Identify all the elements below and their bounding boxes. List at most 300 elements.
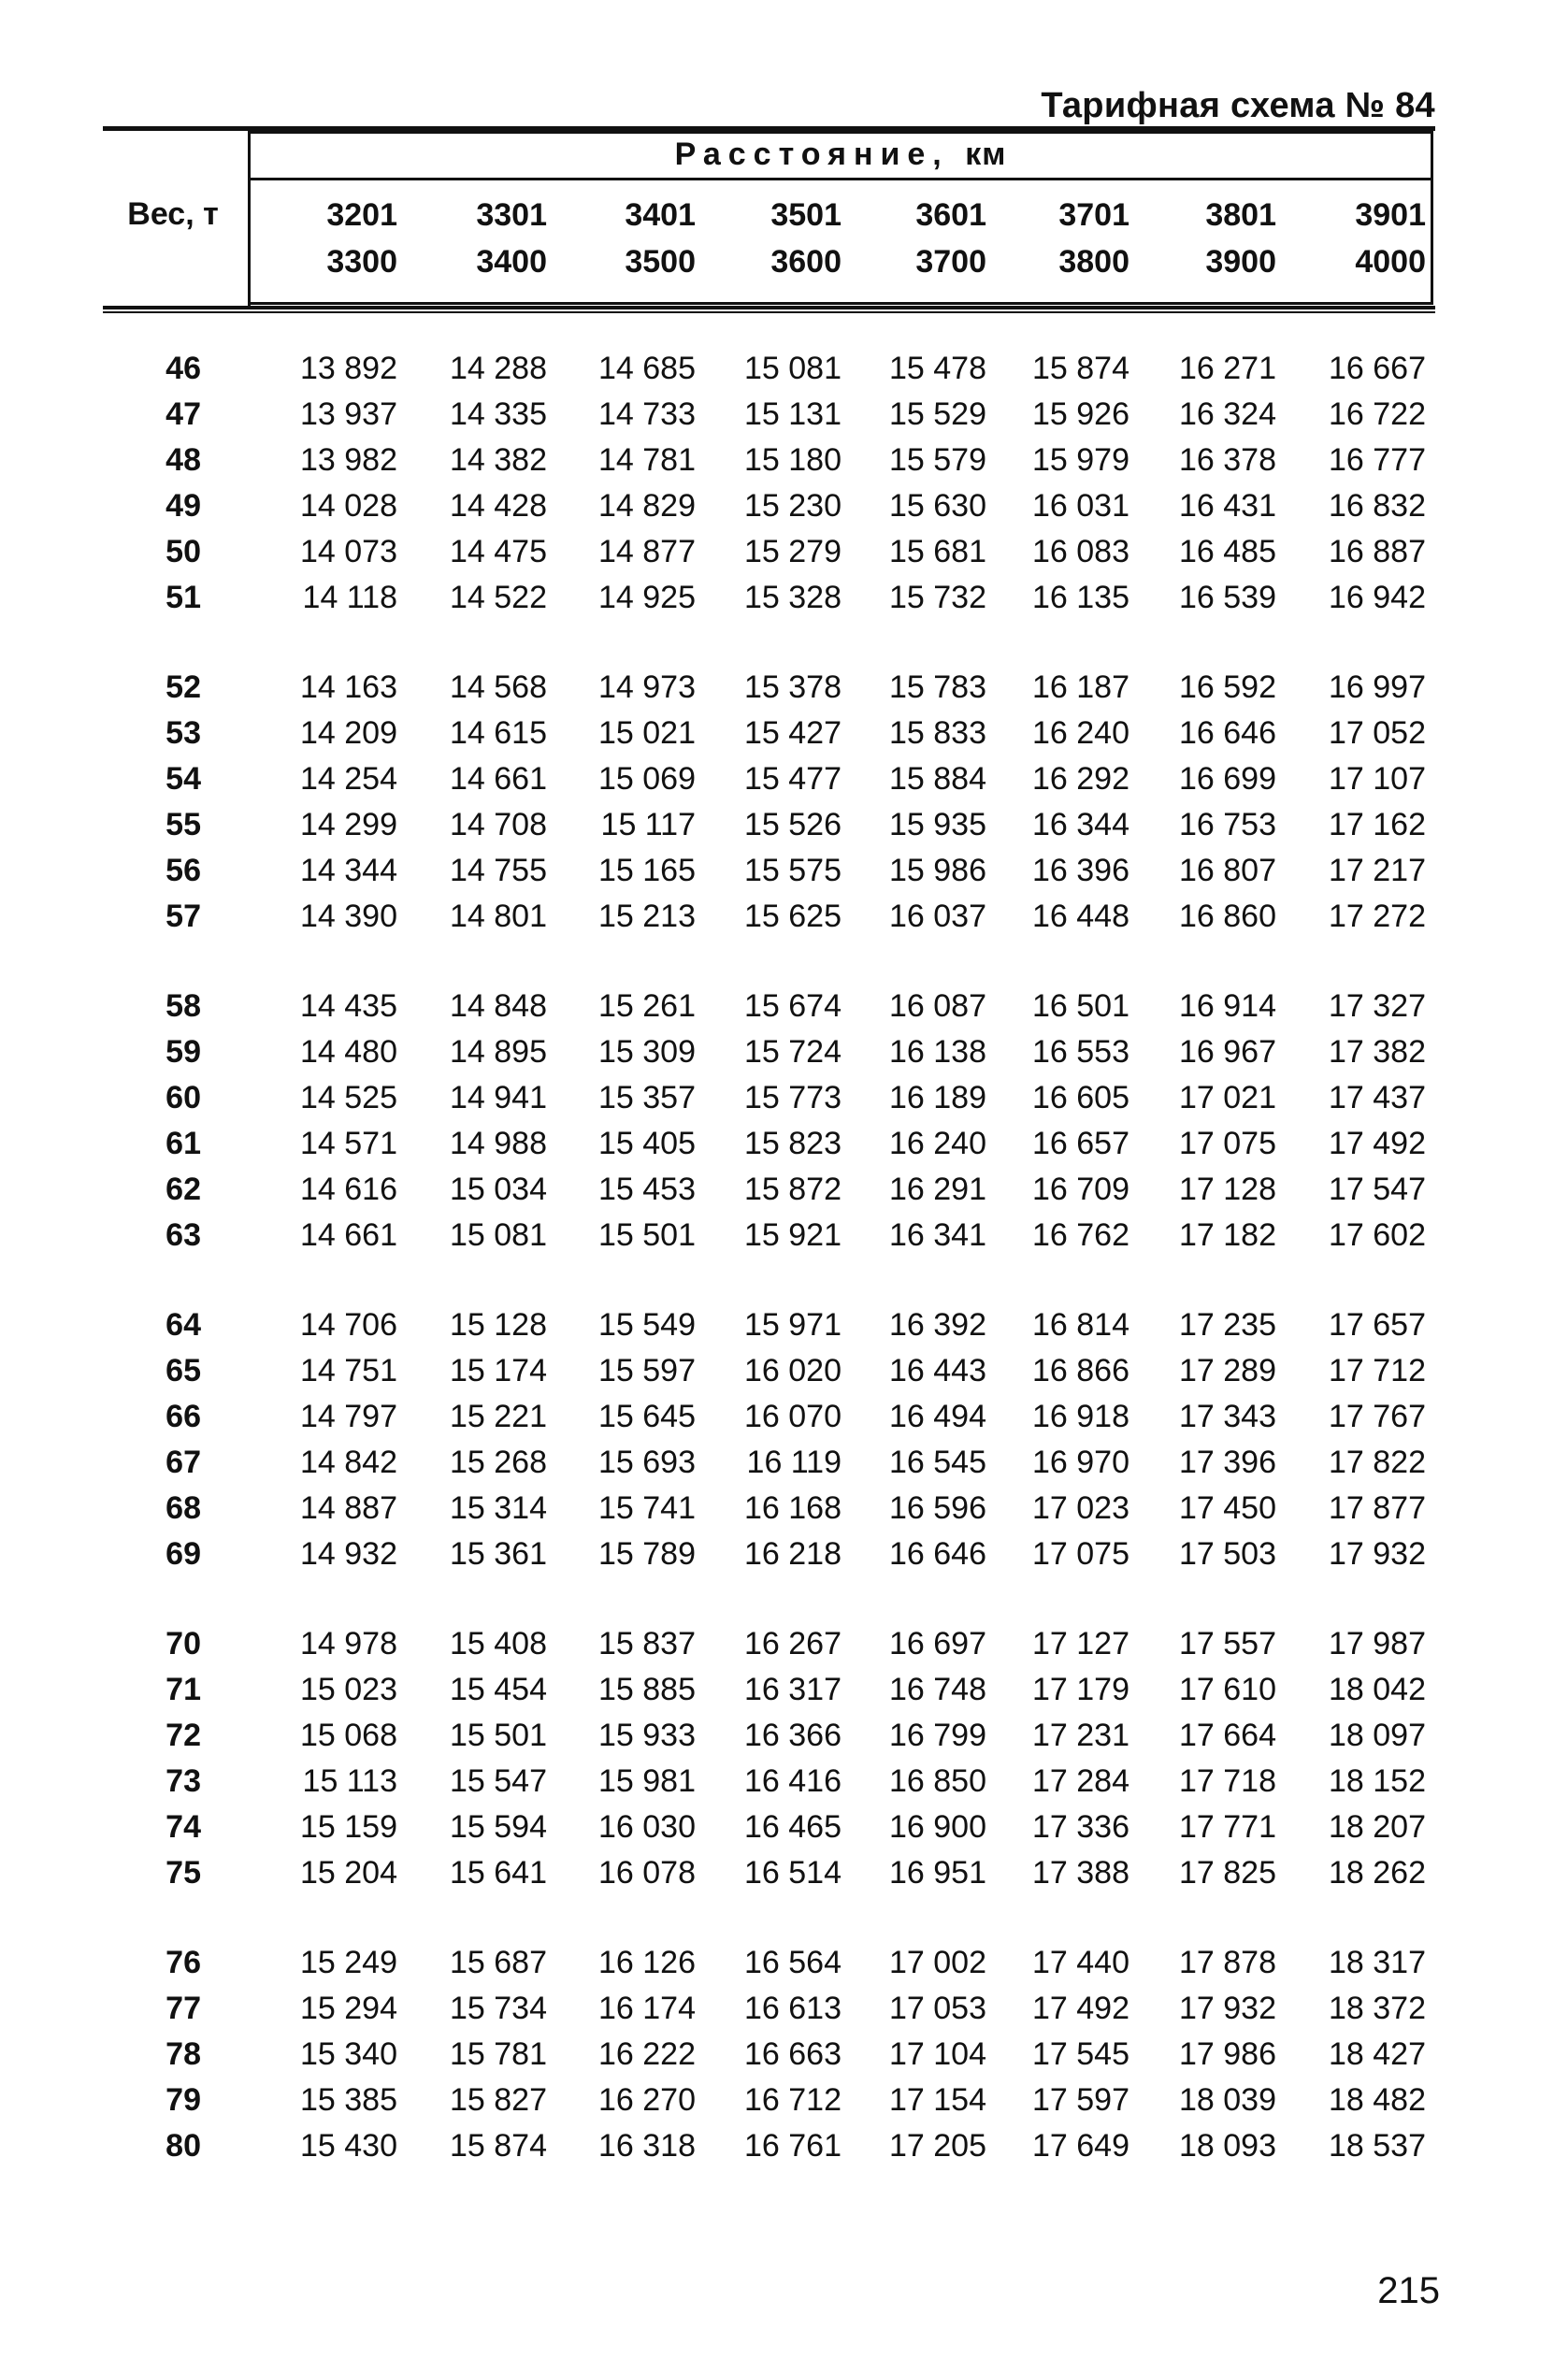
tariff-cell: 16 031 [1032, 488, 1129, 524]
tariff-cell: 15 378 [744, 669, 842, 705]
tariff-cell: 18 152 [1329, 1763, 1426, 1799]
tariff-cell: 14 661 [300, 1217, 397, 1253]
weight-cell: 80 [165, 2128, 201, 2164]
weight-cell: 74 [165, 1809, 201, 1845]
weight-cell: 55 [165, 807, 201, 842]
tariff-cell: 15 625 [744, 899, 842, 934]
tariff-cell: 14 751 [300, 1353, 397, 1388]
tariff-cell: 16 712 [744, 2082, 842, 2118]
tariff-cell: 15 113 [302, 1763, 397, 1799]
tariff-cell: 15 594 [450, 1809, 547, 1845]
range-from: 3601 [915, 197, 986, 233]
tariff-cell: 18 537 [1329, 2128, 1426, 2164]
tariff-cell: 15 230 [744, 488, 842, 524]
range-to: 3900 [1205, 244, 1276, 280]
tariff-cell: 17 437 [1329, 1080, 1426, 1115]
tariff-cell: 18 262 [1329, 1855, 1426, 1891]
weight-cell: 68 [165, 1490, 201, 1526]
tariff-cell: 14 797 [300, 1399, 397, 1434]
range-from: 3501 [770, 197, 842, 233]
tariff-cell: 16 697 [889, 1626, 986, 1661]
distance-header-label [251, 131, 1431, 178]
tariff-cell: 15 986 [889, 853, 986, 888]
tariff-cell: 17 986 [1179, 2036, 1276, 2072]
tariff-cell: 16 270 [598, 2082, 696, 2118]
tariff-cell: 15 427 [744, 715, 842, 751]
tariff-cell: 15 732 [889, 580, 986, 615]
tariff-cell: 17 128 [1179, 1172, 1276, 1207]
weight-cell: 48 [165, 442, 201, 478]
weight-cell: 76 [165, 1945, 201, 1980]
tariff-cell: 16 189 [889, 1080, 986, 1115]
tariff-cell: 16 317 [744, 1672, 842, 1707]
range-from: 3801 [1205, 197, 1276, 233]
tariff-cell: 17 503 [1179, 1536, 1276, 1572]
tariff-cell: 17 217 [1329, 853, 1426, 888]
tariff-cell: 16 318 [598, 2128, 696, 2164]
tariff-cell: 16 291 [889, 1172, 986, 1207]
tariff-cell: 16 887 [1329, 534, 1426, 569]
tariff-cell: 17 162 [1329, 807, 1426, 842]
tariff-cell: 13 937 [300, 396, 397, 432]
tariff-cell: 17 822 [1329, 1445, 1426, 1480]
tariff-cell: 18 042 [1329, 1672, 1426, 1707]
tariff-cell: 16 646 [1179, 715, 1276, 751]
tariff-cell: 15 159 [300, 1809, 397, 1845]
tariff-cell: 16 592 [1179, 669, 1276, 705]
tariff-cell: 17 336 [1032, 1809, 1129, 1845]
tariff-cell: 16 942 [1329, 580, 1426, 615]
tariff-cell: 16 344 [1032, 807, 1129, 842]
tariff-cell: 15 501 [450, 1718, 547, 1753]
tariff-cell: 15 249 [300, 1945, 397, 1980]
tariff-cell: 15 783 [889, 669, 986, 705]
tariff-cell: 15 430 [300, 2128, 397, 2164]
tariff-cell: 14 801 [450, 899, 547, 934]
tariff-cell: 18 482 [1329, 2082, 1426, 2118]
tariff-cell: 15 874 [450, 2128, 547, 2164]
tariff-cell: 16 667 [1329, 351, 1426, 386]
weight-cell: 64 [165, 1307, 201, 1343]
tariff-cell: 15 117 [600, 807, 696, 842]
tariff-cell: 16 341 [889, 1217, 986, 1253]
tariff-cell: 16 799 [889, 1718, 986, 1753]
tariff-cell: 15 294 [300, 1991, 397, 2026]
tariff-cell: 16 138 [889, 1034, 986, 1070]
weight-cell: 78 [165, 2036, 201, 2072]
weight-cell: 60 [165, 1080, 201, 1115]
tariff-cell: 15 408 [450, 1626, 547, 1661]
tariff-cell: 17 602 [1329, 1217, 1426, 1253]
tariff-cell: 14 118 [302, 580, 397, 615]
tariff-cell: 14 708 [450, 807, 547, 842]
tariff-cell: 17 492 [1032, 1991, 1129, 2026]
page-number: 215 [1377, 2270, 1440, 2311]
tariff-cell: 17 075 [1179, 1126, 1276, 1161]
tariff-cell: 17 712 [1329, 1353, 1426, 1388]
tariff-cell: 16 967 [1179, 1034, 1276, 1070]
tariff-cell: 15 131 [744, 396, 842, 432]
tariff-cell: 15 309 [598, 1034, 696, 1070]
tariff-cell: 17 179 [1032, 1672, 1129, 1707]
tariff-cell: 14 988 [450, 1126, 547, 1161]
tariff-cell: 14 978 [300, 1626, 397, 1661]
tariff-cell: 16 271 [1179, 351, 1276, 386]
tariff-cell: 16 187 [1032, 669, 1129, 705]
weight-cell: 79 [165, 2082, 201, 2118]
tariff-cell: 15 549 [598, 1307, 696, 1343]
tariff-cell: 16 416 [744, 1763, 842, 1799]
tariff-cell: 17 107 [1329, 761, 1426, 797]
tariff-cell: 15 453 [598, 1172, 696, 1207]
tariff-cell: 15 981 [598, 1763, 696, 1799]
tariff-cell: 16 240 [889, 1126, 986, 1161]
tariff-cell: 17 657 [1329, 1307, 1426, 1343]
tariff-cell: 16 663 [744, 2036, 842, 2072]
tariff-cell: 17 718 [1179, 1763, 1276, 1799]
weight-cell: 61 [165, 1126, 201, 1161]
tariff-cell: 16 240 [1032, 715, 1129, 751]
tariff-cell: 16 083 [1032, 534, 1129, 569]
tariff-cell: 16 761 [744, 2128, 842, 2164]
tariff-cell: 16 366 [744, 1718, 842, 1753]
weight-cell: 54 [165, 761, 201, 797]
tariff-cell: 18 207 [1329, 1809, 1426, 1845]
weight-cell: 73 [165, 1763, 201, 1799]
tariff-cell: 17 075 [1032, 1536, 1129, 1572]
tariff-cell: 16 465 [744, 1809, 842, 1845]
tariff-cell: 14 568 [450, 669, 547, 705]
tariff-cell: 16 613 [744, 1991, 842, 2026]
tariff-cell: 18 427 [1329, 2036, 1426, 2072]
tariff-cell: 16 030 [598, 1809, 696, 1845]
range-to: 3600 [770, 244, 842, 280]
weight-cell: 59 [165, 1034, 201, 1070]
tariff-cell: 15 926 [1032, 396, 1129, 432]
tariff-cell: 16 218 [744, 1536, 842, 1572]
tariff-cell: 16 324 [1179, 396, 1276, 432]
weight-cell: 46 [165, 351, 201, 386]
tariff-cell: 16 494 [889, 1399, 986, 1434]
tariff-cell: 16 970 [1032, 1445, 1129, 1480]
tariff-cell: 15 180 [744, 442, 842, 478]
tariff-cell: 14 390 [300, 899, 397, 934]
tariff-cell: 16 539 [1179, 580, 1276, 615]
tariff-cell: 15 547 [450, 1763, 547, 1799]
tariff-cell: 16 443 [889, 1353, 986, 1388]
tariff-cell: 15 575 [744, 853, 842, 888]
tariff-cell: 14 848 [450, 988, 547, 1024]
tariff-cell: 14 842 [300, 1445, 397, 1480]
tariff-cell: 14 932 [300, 1536, 397, 1572]
tariff-cell: 16 850 [889, 1763, 986, 1799]
tariff-cell: 15 837 [598, 1626, 696, 1661]
tariff-cell: 17 154 [889, 2082, 986, 2118]
tariff-cell: 15 081 [450, 1217, 547, 1253]
tariff-cell: 17 382 [1329, 1034, 1426, 1070]
tariff-cell: 13 892 [300, 351, 397, 386]
tariff-cell: 14 428 [450, 488, 547, 524]
weight-column-header: Вес, т [127, 196, 219, 232]
tariff-cell: 15 261 [598, 988, 696, 1024]
tariff-cell: 15 268 [450, 1445, 547, 1480]
tariff-cell: 18 097 [1329, 1718, 1426, 1753]
tariff-cell: 14 615 [450, 715, 547, 751]
tariff-cell: 14 522 [450, 580, 547, 615]
tariff-cell: 15 204 [300, 1855, 397, 1891]
scheme-title: Тарифная схема № 84 [1041, 86, 1435, 125]
tariff-cell: 16 866 [1032, 1353, 1129, 1388]
tariff-cell: 16 699 [1179, 761, 1276, 797]
tariff-cell: 14 755 [450, 853, 547, 888]
weight-cell: 71 [165, 1672, 201, 1707]
tariff-cell: 18 317 [1329, 1945, 1426, 1980]
tariff-cell: 16 037 [889, 899, 986, 934]
tariff-cell: 16 222 [598, 2036, 696, 2072]
tariff-cell: 17 023 [1032, 1490, 1129, 1526]
tariff-cell: 15 789 [598, 1536, 696, 1572]
tariff-cell: 14 733 [598, 396, 696, 432]
tariff-cell: 15 526 [744, 807, 842, 842]
tariff-cell: 17 547 [1329, 1172, 1426, 1207]
tariff-cell: 15 279 [744, 534, 842, 569]
tariff-cell: 14 475 [450, 534, 547, 569]
tariff-cell: 15 979 [1032, 442, 1129, 478]
tariff-cell: 14 335 [450, 396, 547, 432]
tariff-cell: 16 900 [889, 1809, 986, 1845]
tariff-cell: 17 205 [889, 2128, 986, 2164]
tariff-cell: 16 070 [744, 1399, 842, 1434]
tariff-cell: 15 687 [450, 1945, 547, 1980]
tariff-cell: 14 209 [300, 715, 397, 751]
tariff-cell: 16 722 [1329, 396, 1426, 432]
weight-cell: 69 [165, 1536, 201, 1572]
distance-label-text: Расстояние, [674, 137, 949, 172]
weight-cell: 52 [165, 669, 201, 705]
tariff-cell: 16 709 [1032, 1172, 1129, 1207]
tariff-cell: 14 616 [300, 1172, 397, 1207]
tariff-cell: 17 767 [1329, 1399, 1426, 1434]
tariff-cell: 15 069 [598, 761, 696, 797]
weight-cell: 62 [165, 1172, 201, 1207]
tariff-cell: 17 597 [1032, 2082, 1129, 2118]
tariff-cell: 14 344 [300, 853, 397, 888]
tariff-cell: 17 272 [1329, 899, 1426, 934]
tariff-cell: 16 997 [1329, 669, 1426, 705]
tariff-cell: 17 289 [1179, 1353, 1276, 1388]
tariff-cell: 16 646 [889, 1536, 986, 1572]
tariff-cell: 17 021 [1179, 1080, 1276, 1115]
tariff-cell: 15 921 [744, 1217, 842, 1253]
weight-cell: 56 [165, 853, 201, 888]
tariff-cell: 15 477 [744, 761, 842, 797]
weight-cell: 70 [165, 1626, 201, 1661]
tariff-cell: 16 832 [1329, 488, 1426, 524]
weight-cell: 47 [165, 396, 201, 432]
tariff-cell: 17 182 [1179, 1217, 1276, 1253]
tariff-cell: 14 877 [598, 534, 696, 569]
tariff-cell: 15 385 [300, 2082, 397, 2118]
range-from: 3401 [625, 197, 696, 233]
tariff-cell: 17 771 [1179, 1809, 1276, 1845]
tariff-cell: 16 431 [1179, 488, 1276, 524]
weight-cell: 63 [165, 1217, 201, 1253]
tariff-cell: 15 034 [450, 1172, 547, 1207]
tariff-cell: 16 860 [1179, 899, 1276, 934]
tariff-cell: 17 440 [1032, 1945, 1129, 1980]
tariff-cell: 14 829 [598, 488, 696, 524]
tariff-cell: 15 213 [598, 899, 696, 934]
tariff-cell: 17 610 [1179, 1672, 1276, 1707]
weight-cell: 57 [165, 899, 201, 934]
range-to: 3300 [326, 244, 397, 280]
tariff-cell: 16 396 [1032, 853, 1129, 888]
tariff-cell: 16 126 [598, 1945, 696, 1980]
tariff-cell: 15 357 [598, 1080, 696, 1115]
tariff-cell: 15 773 [744, 1080, 842, 1115]
tariff-cell: 15 068 [300, 1718, 397, 1753]
tariff-cell: 16 087 [889, 988, 986, 1024]
tariff-cell: 17 053 [889, 1991, 986, 2026]
tariff-cell: 16 553 [1032, 1034, 1129, 1070]
weight-cell: 77 [165, 1991, 201, 2026]
tariff-cell: 17 557 [1179, 1626, 1276, 1661]
tariff-cell: 15 340 [300, 2036, 397, 2072]
tariff-cell: 14 073 [300, 534, 397, 569]
tariff-cell: 15 454 [450, 1672, 547, 1707]
tariff-cell: 14 299 [300, 807, 397, 842]
tariff-cell: 18 039 [1179, 2082, 1276, 2118]
tariff-cell: 15 833 [889, 715, 986, 751]
tariff-cell: 14 895 [450, 1034, 547, 1070]
tariff-cell: 16 135 [1032, 580, 1129, 615]
tariff-cell: 17 104 [889, 2036, 986, 2072]
tariff-cell: 17 052 [1329, 715, 1426, 751]
tariff-cell: 15 872 [744, 1172, 842, 1207]
tariff-cell: 15 597 [598, 1353, 696, 1388]
tariff-cell: 17 388 [1032, 1855, 1129, 1891]
tariff-cell: 15 328 [744, 580, 842, 615]
tariff-cell: 14 288 [450, 351, 547, 386]
weight-cell: 51 [165, 580, 201, 615]
tariff-cell: 15 529 [889, 396, 986, 432]
tariff-cell: 15 478 [889, 351, 986, 386]
tariff-cell: 17 492 [1329, 1126, 1426, 1161]
weight-cell: 67 [165, 1445, 201, 1480]
tariff-cell: 15 885 [598, 1672, 696, 1707]
tariff-cell: 15 128 [450, 1307, 547, 1343]
tariff-cell: 16 168 [744, 1490, 842, 1526]
tariff-cell: 17 127 [1032, 1626, 1129, 1661]
tariff-cell: 15 693 [598, 1445, 696, 1480]
tariff-cell: 14 028 [300, 488, 397, 524]
weight-cell: 72 [165, 1718, 201, 1753]
tariff-cell: 16 267 [744, 1626, 842, 1661]
weight-cell: 66 [165, 1399, 201, 1434]
tariff-cell: 14 706 [300, 1307, 397, 1343]
tariff-cell: 15 021 [598, 715, 696, 751]
tariff-cell: 15 501 [598, 1217, 696, 1253]
tariff-cell: 18 093 [1179, 2128, 1276, 2164]
tariff-cell: 15 884 [889, 761, 986, 797]
tariff-cell: 15 971 [744, 1307, 842, 1343]
range-from: 3901 [1355, 197, 1426, 233]
tariff-cell: 16 078 [598, 1855, 696, 1891]
tariff-cell: 16 119 [746, 1445, 842, 1480]
distance-unit: км [965, 137, 1007, 172]
tariff-cell: 17 664 [1179, 1718, 1276, 1753]
range-to: 3400 [476, 244, 547, 280]
tariff-cell: 17 235 [1179, 1307, 1276, 1343]
weight-cell: 50 [165, 534, 201, 569]
tariff-cell: 15 361 [450, 1536, 547, 1572]
tariff-cell: 13 982 [300, 442, 397, 478]
tariff-cell: 16 918 [1032, 1399, 1129, 1434]
tariff-cell: 17 450 [1179, 1490, 1276, 1526]
range-from: 3301 [476, 197, 547, 233]
tariff-cell: 16 545 [889, 1445, 986, 1480]
range-to: 4000 [1355, 244, 1426, 280]
tariff-cell: 16 392 [889, 1307, 986, 1343]
tariff-cell: 17 343 [1179, 1399, 1276, 1434]
tariff-cell: 16 814 [1032, 1307, 1129, 1343]
tariff-cell: 14 925 [598, 580, 696, 615]
tariff-cell: 17 649 [1032, 2128, 1129, 2164]
tariff-cell: 17 878 [1179, 1945, 1276, 1980]
range-to: 3700 [915, 244, 986, 280]
header-bottom-rule-thin [103, 311, 1435, 313]
tariff-cell: 15 641 [450, 1855, 547, 1891]
tariff-cell: 16 777 [1329, 442, 1426, 478]
weight-cell: 65 [165, 1353, 201, 1388]
tariff-cell: 15 734 [450, 1991, 547, 2026]
weight-cell: 75 [165, 1855, 201, 1891]
tariff-cell: 15 781 [450, 2036, 547, 2072]
tariff-cell: 16 748 [889, 1672, 986, 1707]
tariff-cell: 15 405 [598, 1126, 696, 1161]
range-from: 3701 [1058, 197, 1129, 233]
tariff-cell: 16 448 [1032, 899, 1129, 934]
tariff-cell: 16 596 [889, 1490, 986, 1526]
tariff-cell: 16 951 [889, 1855, 986, 1891]
tariff-cell: 15 933 [598, 1718, 696, 1753]
tariff-cell: 15 023 [300, 1672, 397, 1707]
weight-cell: 58 [165, 988, 201, 1024]
tariff-cell: 14 382 [450, 442, 547, 478]
tariff-cell: 16 501 [1032, 988, 1129, 1024]
tariff-cell: 15 630 [889, 488, 986, 524]
tariff-cell: 17 932 [1329, 1536, 1426, 1572]
tariff-cell: 16 762 [1032, 1217, 1129, 1253]
tariff-cell: 14 661 [450, 761, 547, 797]
tariff-cell: 14 571 [300, 1126, 397, 1161]
tariff-cell: 17 877 [1329, 1490, 1426, 1526]
tariff-cell: 17 825 [1179, 1855, 1276, 1891]
tariff-cell: 15 081 [744, 351, 842, 386]
tariff-cell: 14 781 [598, 442, 696, 478]
tariff-cell: 15 174 [450, 1353, 547, 1388]
weight-cell: 53 [165, 715, 201, 751]
tariff-cell: 17 987 [1329, 1626, 1426, 1661]
tariff-cell: 16 020 [744, 1353, 842, 1388]
distance-header-separator [251, 178, 1431, 180]
weight-cell: 49 [165, 488, 201, 524]
tariff-cell: 16 514 [744, 1855, 842, 1891]
tariff-cell: 14 685 [598, 351, 696, 386]
tariff-cell: 16 807 [1179, 853, 1276, 888]
tariff-cell: 16 753 [1179, 807, 1276, 842]
tariff-cell: 17 932 [1179, 1991, 1276, 2026]
